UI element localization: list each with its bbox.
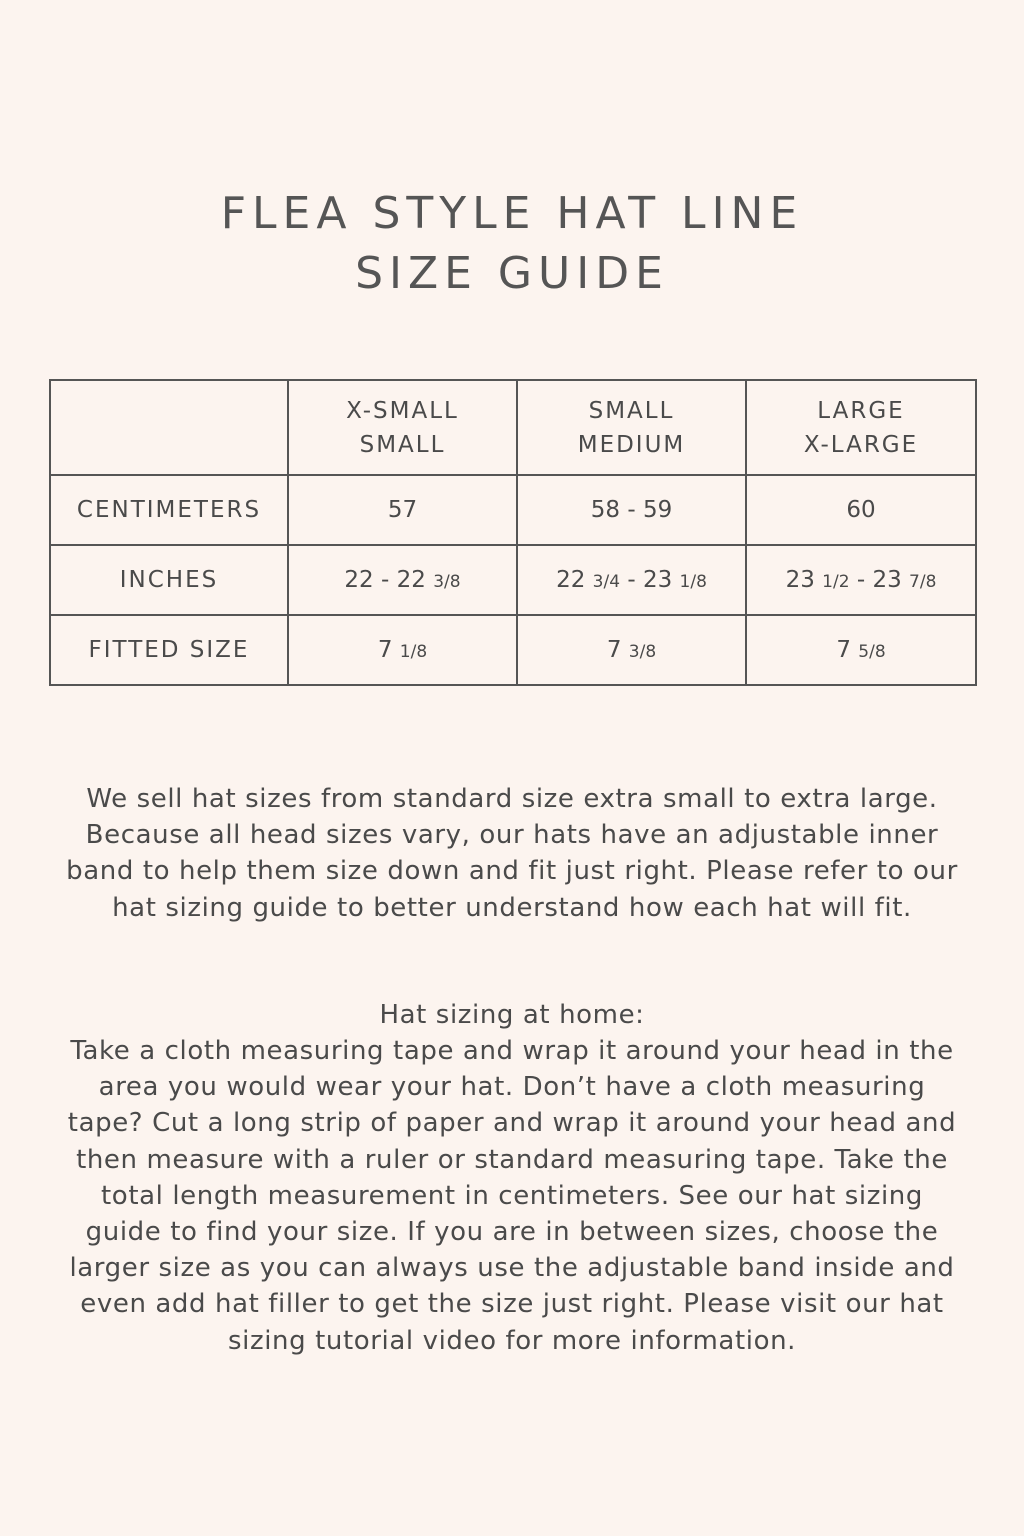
table-row	[50, 545, 976, 615]
row-label: INCHES	[50, 545, 288, 615]
page-title-line-2: SIZE GUIDE	[355, 248, 669, 299]
table-cell: 23 1/2 - 23 7/8	[746, 545, 976, 615]
table-row	[50, 615, 976, 685]
table-cell: 58 - 59	[517, 475, 746, 545]
table-corner-cell	[50, 380, 288, 475]
table-cell: 7 3/8	[517, 615, 746, 685]
table-cell: 60	[746, 475, 976, 545]
column-header: X-SMALL SMALL	[288, 380, 517, 475]
table-cell: 57	[288, 475, 517, 545]
row-label: CENTIMETERS	[50, 475, 288, 545]
intro-paragraph: We sell hat sizes from standard size extra small to extra large. Because all head sizes vary, our hats have an adjustable inner band to help them size down and fit just right. Please refer to our hat sizing guide to better understand how each hat will fit.	[66, 784, 958, 923]
table-cell: 7 5/8	[746, 615, 976, 685]
home-sizing-paragraph: Take a cloth measuring tape and wrap it around your head in the area you would wear your hat. Don’t have a cloth measuring tape? Cut a long strip of paper and wrap it around your head and then measure with a ruler or standard measuring tape. Take the total length measurement in centimeters. See our hat sizing guide to find your size. If you are in between sizes, choose the larger size as you can always use the adjustable band inside and even add hat filler to get the size just right. Please visit our hat sizing tutorial video for more information.	[67, 1036, 957, 1356]
table-cell: 22 - 22 3/8	[288, 545, 517, 615]
table-row	[50, 475, 976, 545]
column-header: LARGE X-LARGE	[746, 380, 976, 475]
table-cell: 7 1/8	[288, 615, 517, 685]
table-cell: 22 3/4 - 23 1/8	[517, 545, 746, 615]
home-sizing-heading: Hat sizing at home:	[379, 1000, 645, 1030]
column-header: SMALL MEDIUM	[517, 380, 746, 475]
size-guide-table	[49, 379, 977, 686]
table-header-row	[50, 380, 976, 475]
page-title-line-1: FLEA STYLE HAT LINE	[220, 188, 804, 239]
row-label: FITTED SIZE	[50, 615, 288, 685]
